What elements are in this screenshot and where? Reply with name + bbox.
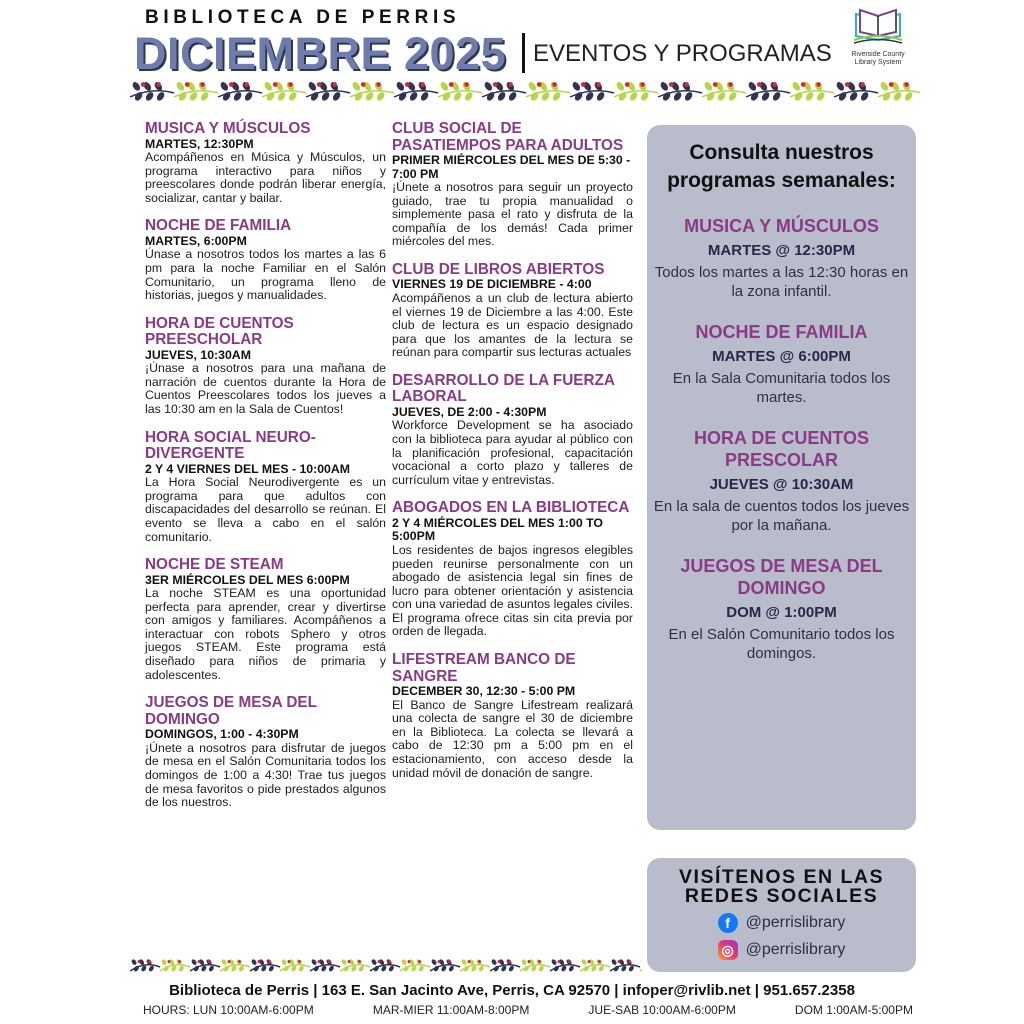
event-description: La noche STEAM es una oportunidad perfecta para aprender, crear y divertirse con amigos y familiares. Acompáñenos a interactuar con robots Sphero y otros juegos STEAM. Este programa está diseñado para niños de primaria y adolescentes. [145, 586, 386, 682]
event-time: 2 Y 4 MIÉRCOLES DEL MES 1:00 TO 5:00PM [392, 515, 603, 544]
instagram-handle: @perrislibrary [745, 941, 846, 958]
hours-mon: HOURS: LUN 10:00AM-6:00PM [143, 1003, 314, 1017]
event-title: JUEGOS DE MESA DEL DOMINGO [145, 694, 317, 728]
branch-sprig [262, 81, 306, 102]
weekly-program-desc: En el Salón Comunitario todos los domingos. [668, 626, 895, 662]
divider [522, 33, 525, 73]
branch-sprig [878, 81, 920, 102]
branch-sprig [218, 81, 262, 102]
event-section [145, 121, 386, 205]
weekly-program-desc: En la sala de cuentos todos los jueves por la mañana. [653, 498, 910, 534]
branch-sprig [460, 958, 490, 972]
branch-sprig [306, 81, 350, 102]
weekly-program-time: MARTES @ 12:30PM [707, 242, 856, 259]
branch-sprig [280, 958, 310, 972]
branch-sprig [350, 81, 394, 102]
event-time: 2 Y 4 VIERNES DEL MES - 10:00AM [145, 461, 351, 476]
event-description: ¡Únete a nosotros para seguir un proyecto guiado, trae tu propia manualidad o simplemente pasa el rato y disfruta de la compañía de los demás! Cada primer miércoles del mes. [392, 180, 633, 249]
instagram-icon: ◎ [718, 940, 738, 960]
event-description: Workforce Development se ha asociado con la biblioteca para ayudar al público con la planificación profesional, capacitación vocacional a corto plazo y talleres de currículum vitae y entrevistas. [392, 418, 633, 487]
subtitle: EVENTOS Y PROGRAMAS [533, 40, 832, 67]
social-media-panel [647, 858, 916, 972]
event-time: JUEVES, DE 2:00 - 4:30PM [392, 404, 547, 419]
event-title: HORA SOCIAL NEURO-DIVERGENTE [145, 428, 316, 463]
event-section [392, 373, 633, 487]
weekly-program-title: MUSICA Y MÚSCULOS [684, 216, 879, 236]
footer-contact: Biblioteca de Perris | 163 E. San Jacinto Ave, Perris, CA 92570 | infoper@rivlib.net | 951.657.2358 [169, 982, 855, 999]
garland-decoration [130, 76, 920, 110]
hours-thu-sat: JUE-SAB 10:00AM-6:00PM [588, 1003, 736, 1017]
branch-sprig [482, 81, 526, 102]
branch-sprig [746, 81, 790, 102]
branch-sprig [640, 958, 642, 972]
event-section [392, 121, 633, 249]
branch-sprig [834, 81, 878, 102]
event-time: JUEVES, 10:30AM [145, 347, 251, 362]
weekly-program-time: JUEVES @ 10:30AM [709, 476, 854, 493]
event-section [145, 218, 386, 302]
events-column-left [145, 121, 386, 823]
branch-sprig [438, 81, 482, 102]
branch-sprig [430, 958, 460, 972]
event-section [392, 500, 633, 639]
branch-sprig [526, 81, 570, 102]
weekly-program [647, 427, 916, 535]
branch-sprig [614, 81, 658, 102]
month-title: DICIEMBRE 2025 [134, 28, 507, 79]
garland-decoration [130, 956, 642, 978]
event-section [145, 695, 386, 809]
event-description: Los residentes de bajos ingresos elegibles pueden reunirse personalmente con un abogado de asistencia legal sin fines de lucro para obtener orientación y asistencia con una variedad de asuntos legales civiles. El programa ofrece citas sin cita previa por orden de llegada. [392, 542, 633, 639]
facebook-handle: @perrislibrary [745, 914, 846, 931]
event-section [392, 262, 633, 360]
event-title: CLUB DE LIBROS ABIERTOS [392, 260, 605, 278]
branch-sprig [400, 958, 430, 972]
branch-sprig [190, 958, 220, 972]
logo-text: Library System [854, 59, 902, 66]
branch-sprig [702, 81, 746, 102]
branch-sprig [160, 958, 190, 972]
event-description: Únase a nosotros todos los martes a las 6 pm para la noche Familiar en el Salón Comunitario, un programa lleno de historias, juegos y manualidades. [145, 247, 386, 303]
weekly-program-desc: Todos los martes a las 12:30 horas en la zona infantil. [654, 264, 909, 300]
social-heading: VISÍTENOS EN LAS REDES SOCIALES [679, 866, 884, 907]
weekly-program-time: MARTES @ 6:00PM [712, 348, 851, 365]
event-title: HORA DE CUENTOS PREESCHOLAR [145, 314, 294, 349]
event-time: DECEMBER 30, 12:30 - 5:00 PM [392, 684, 576, 699]
weekly-program-desc: En la Sala Comunitaria todos los martes. [672, 370, 891, 406]
event-description: El Banco de Sangre Lifestream realizará una colecta de sangre el 30 de diciembre en la Biblioteca. La colecta se llevará a cabo de 12:30 pm a 5:00 pm en el estacionamiento, con acceso desde la unidad móvil de donación de sangre. [392, 697, 633, 780]
facebook-link[interactable] [647, 913, 916, 933]
weekly-program [647, 215, 916, 301]
event-time: PRIMER MIÉRCOLES DEL MES DE 5:30 - 7:00 PM [392, 153, 631, 181]
branch-sprig [610, 958, 640, 972]
library-logo [842, 6, 914, 68]
event-section [145, 316, 386, 417]
open-book-icon [848, 6, 908, 46]
footer-hours [143, 1003, 913, 1017]
branch-sprig [340, 958, 370, 972]
event-title: DESARROLLO DE LA FUERZA LABORAL [392, 371, 615, 406]
hours-sun: DOM 1:00AM-5:00PM [794, 1003, 913, 1017]
branch-sprig [550, 958, 580, 972]
branch-sprig [658, 81, 702, 102]
weekly-program [647, 321, 916, 407]
event-description: La Hora Social Neurodivergente es un programa para que adultos con discapacidades del desarrollo se reúnan. El evento se lleva a cabo en el salón comunitario. [145, 475, 386, 544]
branch-sprig [130, 81, 174, 102]
event-time: 3ER MIÉRCOLES DEL MES 6:00PM [145, 572, 350, 587]
event-title: LIFESTREAM BANCO DE SANGRE [392, 651, 576, 685]
event-description: Acompáñenos a un club de lectura abierto el viernes 19 de Diciembre a las 4:00. Este club de lectura es un espacio designado para que los amantes de la lectura se reúnan para compartir sus lecturas actuales [392, 290, 633, 360]
event-title: CLUB SOCIAL DE PASATIEMPOS PARA ADULTOS [392, 120, 624, 154]
event-title: NOCHE DE STEAM [145, 556, 284, 574]
branch-sprig [220, 958, 250, 972]
event-section [145, 430, 386, 544]
instagram-link[interactable] [647, 940, 916, 960]
branch-sprig [570, 81, 614, 102]
facebook-icon: f [718, 913, 738, 933]
branch-sprig [394, 81, 438, 102]
event-time: VIERNES 19 DE DICIEMBRE - 4:00 [392, 277, 592, 292]
library-name: BIBLIOTECA DE PERRIS [145, 7, 461, 28]
event-title: NOCHE DE FAMILIA [145, 217, 292, 235]
weekly-heading: Consulta nuestros programas semanales: [667, 141, 896, 192]
event-description: Acompáñenos en Música y Músculos, un programa interactivo para niños y preescolares donde podrán liberar energía, socializar, cantar y bailar. [145, 150, 386, 205]
event-description: ¡Únase a nosotros para una mañana de narración de cuentos durante la Hora de Cuentos Preescolares todos los jueves a las 10:30 am en la Sala de Cuentos! [145, 361, 386, 417]
branch-sprig [580, 958, 610, 972]
event-title: ABOGADOS EN LA BIBLIOTECA [392, 499, 630, 517]
branch-sprig [174, 81, 218, 102]
weekly-programs-panel [647, 125, 916, 830]
event-time: DOMINGOS, 1:00 - 4:30PM [145, 727, 299, 742]
logo-text: Riverside County [851, 51, 905, 58]
event-description: ¡Únete a nosotros para disfrutar de juegos de mesa en el Salón Comunitaria todos los domingos de 1:00 a 4:30! Trae tus juegos de mesa favoritos o pide prestados algunos de los nuestros. [145, 740, 386, 810]
weekly-program-time: DOM @ 1:00PM [726, 604, 837, 621]
weekly-program-title: NOCHE DE FAMILIA [695, 322, 868, 342]
event-time: MARTES, 6:00PM [145, 233, 247, 248]
branch-sprig [490, 958, 520, 972]
event-section [145, 557, 386, 682]
event-title: MUSICA Y MÚSCULOS [145, 120, 311, 137]
events-column-middle [392, 121, 633, 793]
branch-sprig [130, 958, 160, 972]
hours-tue-wed: MAR-MIER 11:00AM-8:00PM [372, 1003, 530, 1017]
branch-sprig [370, 958, 400, 972]
weekly-program [647, 555, 916, 663]
event-section [392, 652, 633, 780]
branch-sprig [250, 958, 280, 972]
branch-sprig [520, 958, 550, 972]
event-time: MARTES, 12:30PM [145, 136, 254, 151]
branch-sprig [790, 81, 834, 102]
weekly-program-title: JUEGOS DE MESA DEL DOMINGO [680, 556, 883, 598]
weekly-program-title: HORA DE CUENTOS PRESCOLAR [693, 428, 870, 470]
branch-sprig [310, 958, 340, 972]
